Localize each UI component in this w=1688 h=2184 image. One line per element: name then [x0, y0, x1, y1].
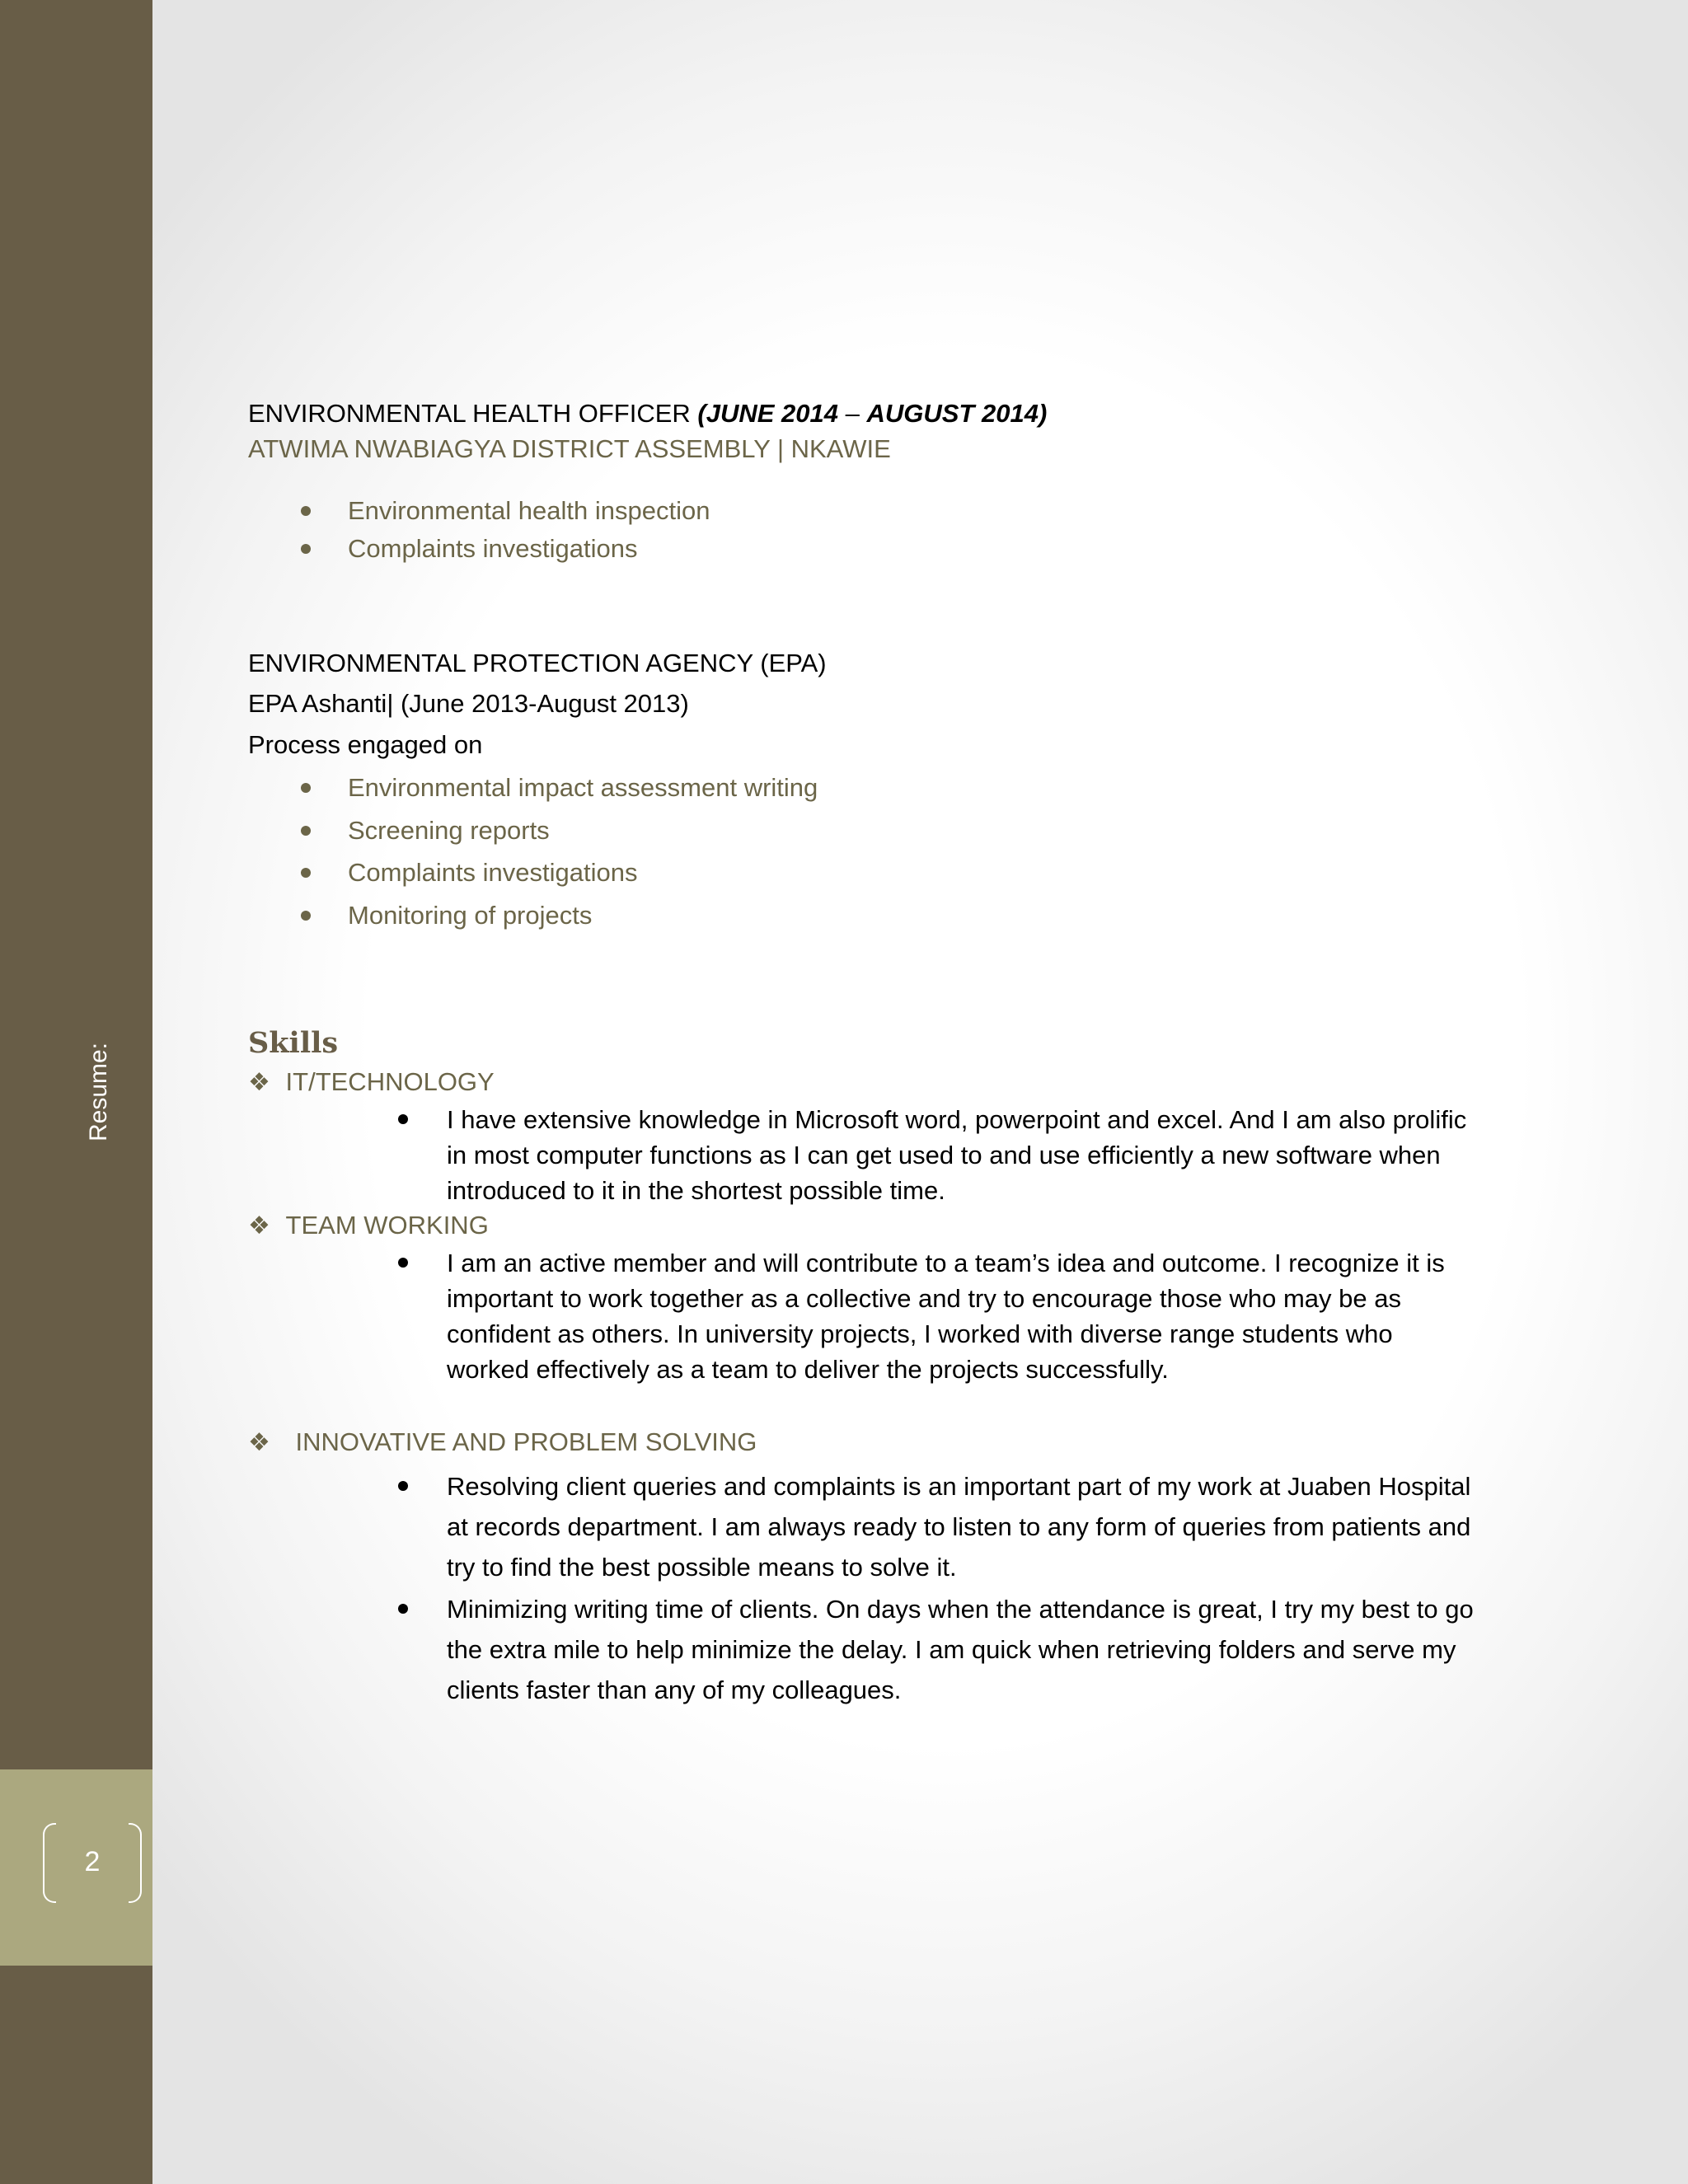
diamond-bullet-icon: ❖: [248, 1429, 270, 1456]
job-dates-start: (JUNE 2014: [697, 399, 839, 428]
skill-point: Minimizing writing time of clients. On days when the attendance is great, I try my best to go the extra mile to help minimize the delay. I am quick when retrieving folders and serve my clients faster than any of my colleagues.: [447, 1595, 1474, 1704]
skills-heading: Skills: [248, 1026, 339, 1060]
job-title-text: ENVIRONMENTAL HEALTH OFFICER: [248, 399, 698, 428]
page-number-tab: [0, 1769, 152, 1966]
skill-category-label: IT/TECHNOLOGY: [285, 1067, 495, 1096]
skill-point: Resolving client queries and complaints is an important part of my work at Juaben Hospital at records department. I am always ready to listen to any form of queries from patients and try to find the best possible means to solve it.: [447, 1472, 1471, 1582]
job1-duties-list: [348, 492, 710, 568]
list-item: Screening reports: [348, 809, 818, 851]
job-dates-end: AUGUST 2014): [866, 399, 1048, 428]
page-bracket-icon: [43, 1823, 142, 1903]
bullet-icon: [398, 1604, 408, 1614]
bullet-icon: [398, 1481, 408, 1491]
diamond-bullet-icon: ❖: [248, 1069, 270, 1096]
skill-category-innovative: [248, 1427, 757, 1457]
job-title: [248, 399, 1047, 429]
skill-category-label: TEAM WORKING: [285, 1211, 489, 1240]
list-item: Complaints investigations: [348, 851, 818, 894]
job2-duties-list: [348, 766, 818, 936]
sidebar: [0, 0, 152, 2184]
skill-point: I have extensive knowledge in Microsoft word, powerpoint and excel. And I am also prolific in most computer functions as I can get used to and use efficiently a new software when introduced to it in the shortest possible time.: [447, 1105, 1467, 1205]
diamond-bullet-icon: ❖: [248, 1212, 270, 1240]
job-employer: ATWIMA NWABIAGYA DISTRICT ASSEMBLY | NKAWIE: [248, 434, 891, 463]
bullet-icon: [398, 1258, 408, 1268]
list-item: Environmental impact assessment writing: [348, 766, 818, 809]
bullet-icon: [398, 1114, 408, 1124]
list-item: Monitoring of projects: [348, 894, 818, 936]
job2-intro: Process engaged on: [248, 730, 483, 759]
skill-category-label: INNOVATIVE AND PROBLEM SOLVING: [295, 1427, 757, 1456]
skill-category-it: [248, 1067, 495, 1097]
job2-branch-dates: EPA Ashanti| (June 2013-August 2013): [248, 689, 689, 718]
skill-point: I am an active member and will contribute to a team’s idea and outcome. I recognize it is important to work together as a collective and try to encourage those who may be as confident as others. In university projects, I worked with diverse range students who worked effectively as a team to deliver the projects successfully.: [447, 1249, 1445, 1384]
list-item: Environmental health inspection: [348, 492, 710, 530]
list-item: Complaints investigations: [348, 530, 710, 568]
page-number: 2: [84, 1846, 101, 1877]
skill-category-team: [248, 1211, 489, 1240]
job-dates-dash: –: [838, 399, 867, 428]
sidebar-label: Resume:: [85, 1042, 112, 1142]
job2-org: ENVIRONMENTAL PROTECTION AGENCY (EPA): [248, 649, 827, 677]
